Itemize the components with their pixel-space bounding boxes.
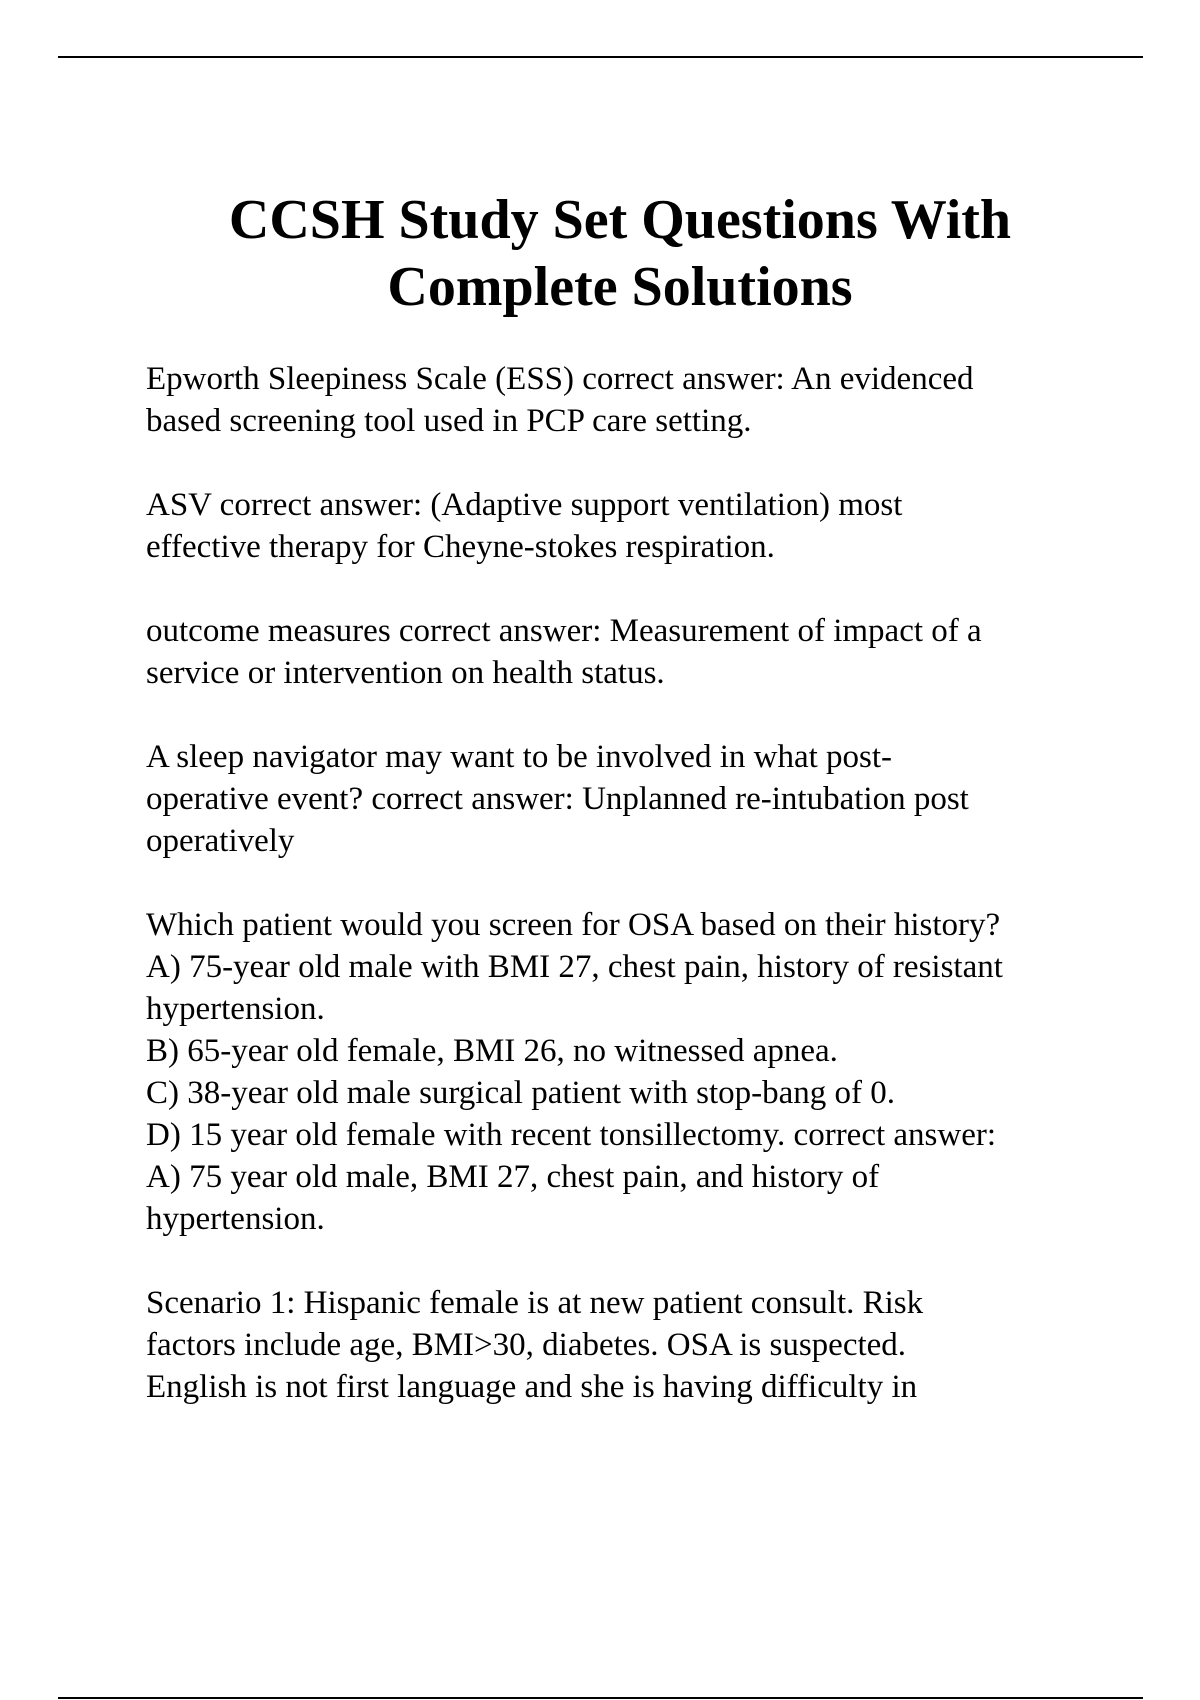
text-line: English is not first language and she is having difficulty in — [146, 1369, 918, 1405]
text-line: D) 15 year old female with recent tonsillectomy. correct answer: — [146, 1117, 997, 1153]
title-line-2: Complete Solutions — [387, 256, 853, 318]
text-line: hypertension. — [146, 991, 325, 1027]
document-title — [0, 187, 1200, 321]
text-line: B) 65-year old female, BMI 26, no witnessed apnea. — [146, 1033, 838, 1069]
text-line: service or intervention on health status. — [146, 655, 665, 691]
title-line-1: CCSH Study Set Questions With — [228, 189, 1012, 251]
footer-rule — [58, 1697, 1143, 1699]
entry-outcome-measures — [146, 610, 1156, 694]
text-line: ASV correct answer: (Adaptive support ventilation) most — [146, 487, 903, 523]
text-line: operative event? correct answer: Unplanned re-intubation post — [146, 781, 969, 817]
text-line: C) 38-year old male surgical patient with stop-bang of 0. — [146, 1075, 896, 1111]
text-line: effective therapy for Cheyne-stokes respiration. — [146, 529, 775, 565]
text-line: outcome measures correct answer: Measurement of impact of a — [146, 613, 982, 649]
entry-osa-screening — [146, 904, 1156, 1240]
header-rule — [58, 56, 1143, 58]
text-line: Scenario 1: Hispanic female is at new patient consult. Risk — [146, 1285, 924, 1321]
text-line: A) 75 year old male, BMI 27, chest pain, and history of — [146, 1159, 880, 1195]
text-line: Epworth Sleepiness Scale (ESS) correct answer: An evidenced — [146, 361, 974, 397]
entry-ess — [146, 358, 1156, 442]
text-line: operatively — [146, 823, 295, 859]
text-line: Which patient would you screen for OSA based on their history? — [146, 907, 1001, 943]
text-line: A) 75-year old male with BMI 27, chest pain, history of resistant — [146, 949, 1003, 985]
text-line: A sleep navigator may want to be involved in what post- — [146, 739, 893, 775]
text-line: based screening tool used in PCP care setting. — [146, 403, 752, 439]
entry-scenario-1 — [146, 1282, 1156, 1408]
entry-asv — [146, 484, 1156, 568]
entry-sleep-navigator — [146, 736, 1156, 862]
document-body — [146, 358, 1156, 1450]
text-line: factors include age, BMI>30, diabetes. OSA is suspected. — [146, 1327, 907, 1363]
text-line: hypertension. — [146, 1201, 325, 1237]
